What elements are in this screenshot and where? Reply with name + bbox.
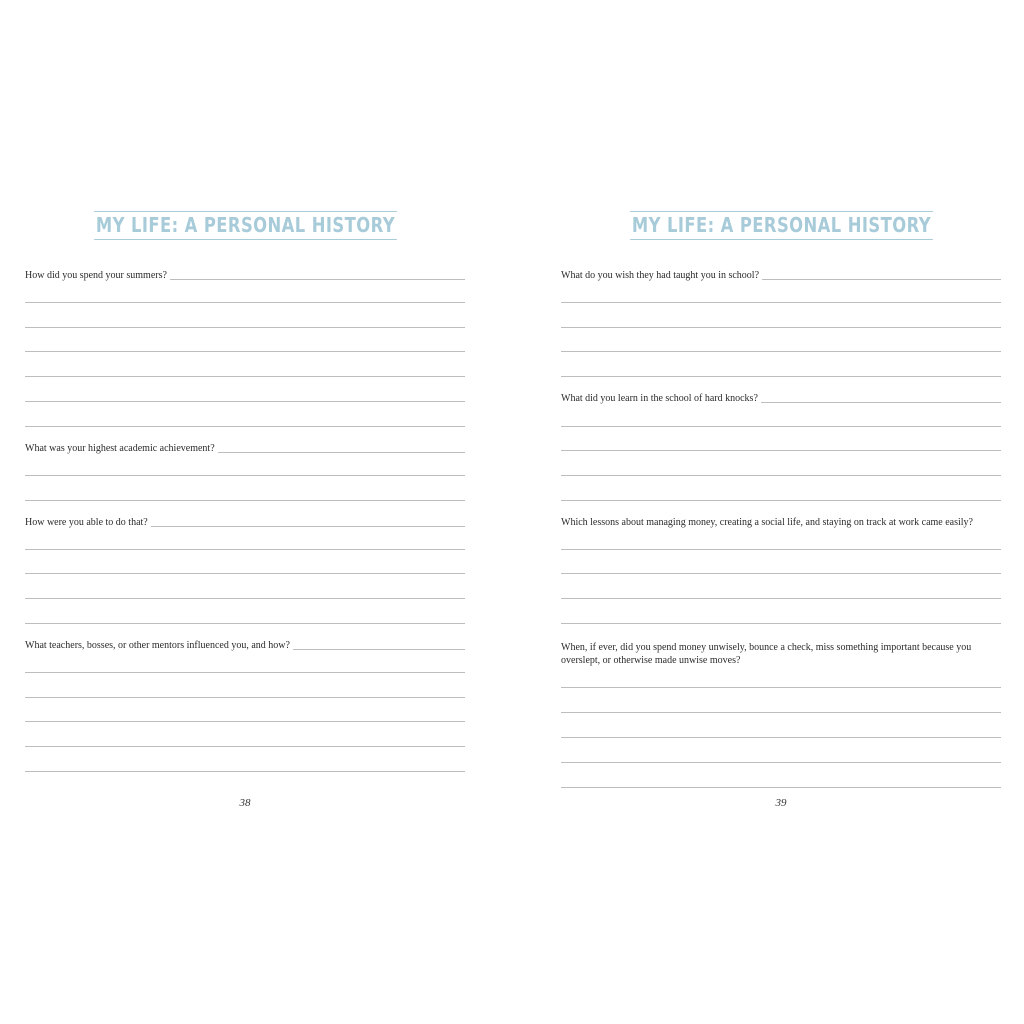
left-page-title: MY LIFE: A PERSONAL HISTORY xyxy=(94,211,396,240)
answer-line[interactable] xyxy=(561,762,1001,763)
answer-line[interactable] xyxy=(25,500,465,501)
answer-line[interactable] xyxy=(561,549,1001,550)
answer-line[interactable] xyxy=(561,500,1001,501)
answer-line[interactable] xyxy=(25,771,465,772)
question-text: What was your highest academic achievement? xyxy=(25,443,215,454)
answer-line[interactable] xyxy=(170,278,465,280)
answer-line[interactable] xyxy=(25,302,465,303)
left-page xyxy=(25,0,465,1024)
answer-line[interactable] xyxy=(25,475,465,476)
right-page-title-wrap xyxy=(561,211,1001,241)
answer-line[interactable] xyxy=(293,648,465,650)
answer-line[interactable] xyxy=(561,598,1001,599)
answer-line[interactable] xyxy=(561,687,1001,688)
answer-line[interactable] xyxy=(25,598,465,599)
answer-line[interactable] xyxy=(25,426,465,427)
answer-line[interactable] xyxy=(561,737,1001,738)
question-text: What do you wish they had taught you in school? xyxy=(561,270,760,281)
right-page xyxy=(561,0,1001,1024)
page-number: 38 xyxy=(239,797,251,809)
answer-line[interactable] xyxy=(25,623,465,624)
answer-line[interactable] xyxy=(25,351,465,352)
question-lessons-easily xyxy=(561,516,1001,529)
answer-line[interactable] xyxy=(561,376,1001,377)
answer-line[interactable] xyxy=(561,712,1001,713)
answer-line[interactable] xyxy=(561,302,1001,303)
answer-line[interactable] xyxy=(561,351,1001,352)
answer-line[interactable] xyxy=(151,525,465,527)
answer-line[interactable] xyxy=(218,451,465,453)
question-text: Which lessons about managing money, creating a social life, and staying on track at work came easily? xyxy=(561,517,973,528)
question-text: What teachers, bosses, or other mentors influenced you, and how? xyxy=(25,640,290,651)
question-text: How were you able to do that? xyxy=(25,517,148,528)
answer-line[interactable] xyxy=(25,327,465,328)
answer-line[interactable] xyxy=(25,549,465,550)
answer-line[interactable] xyxy=(561,573,1001,574)
answer-line[interactable] xyxy=(561,787,1001,788)
answer-line[interactable] xyxy=(561,327,1001,328)
answer-line[interactable] xyxy=(561,623,1001,624)
right-page-title: MY LIFE: A PERSONAL HISTORY xyxy=(630,211,932,240)
answer-line[interactable] xyxy=(761,401,1001,403)
left-page-title-wrap xyxy=(25,211,465,241)
page-number: 39 xyxy=(775,797,787,809)
answer-line[interactable] xyxy=(25,746,465,747)
question-unwise-moves xyxy=(561,641,1001,667)
answer-line[interactable] xyxy=(25,401,465,402)
answer-line[interactable] xyxy=(561,426,1001,427)
question-text: How did you spend your summers? xyxy=(25,270,167,281)
answer-line[interactable] xyxy=(561,475,1001,476)
answer-line[interactable] xyxy=(25,672,465,673)
question-text: When, if ever, did you spend money unwisely, bounce a check, miss something important because you overslept, or otherwise made unwise moves? xyxy=(561,642,972,666)
question-text: What did you learn in the school of hard knocks? xyxy=(561,393,758,404)
question-hard-knocks xyxy=(561,392,1001,405)
answer-line[interactable] xyxy=(25,697,465,698)
question-mentors xyxy=(25,639,465,652)
answer-line[interactable] xyxy=(25,721,465,722)
question-summers xyxy=(25,269,465,282)
question-academic-achievement xyxy=(25,442,465,455)
question-how-able xyxy=(25,516,465,529)
answer-line[interactable] xyxy=(561,450,1001,451)
answer-line[interactable] xyxy=(25,376,465,377)
question-school-wish xyxy=(561,269,1001,282)
answer-line[interactable] xyxy=(25,573,465,574)
answer-line[interactable] xyxy=(762,278,1001,280)
